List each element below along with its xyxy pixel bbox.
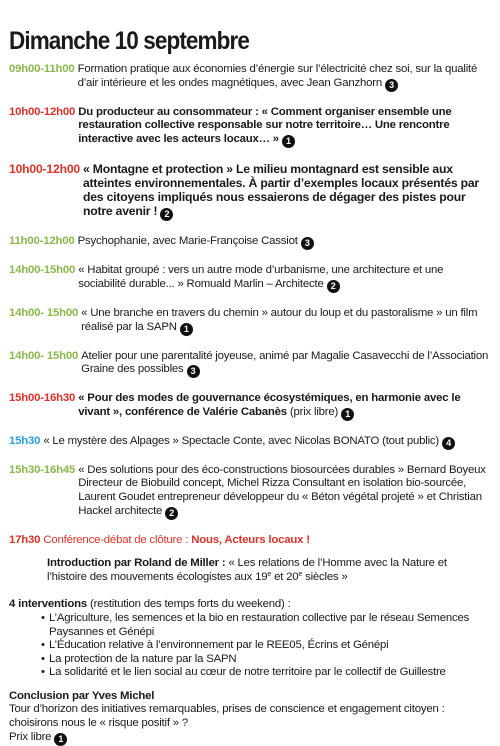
event-text: Psychophanie, avec Marie-Françoise Cassiot [77,235,298,248]
event-text: Du producteur au consommateur : « Comment organiser ensemble une restauration collective responsable sur notre territoire… Une rencontre interactive avec les acteurs locaux… » [78,105,452,145]
event-description [78,63,489,92]
price-line [9,731,489,746]
location-badge-icon: 2 [160,208,173,221]
introduction-lead: Introduction par Roland de Miller : [47,557,226,570]
event-time: 10h00-12h00 [9,161,80,176]
event-6 [9,307,489,336]
closing-label: Conférence-débat de clôture : [43,533,192,546]
event-text: « Montagne et protection » Le milieu montagnard est sensible aux atteintes environnementales. À partir d’exemples locaux présentés par des citoyens impliqués nous essaierons de dégager des pistes pour notre avenir ! [82,161,479,219]
event-description [78,235,489,250]
event-text: « Le mystère des Alpages » Spectacle Conte, avec Nicolas BONATO (tout public) [43,434,440,447]
page-title: Dimanche 10 septembre [9,27,249,55]
event-time: 15h00-16h30 [9,392,76,405]
event-time: 11h00-12h00 [9,235,75,248]
event-description [78,106,489,148]
location-badge-icon: 3 [385,79,398,92]
introduction-text: siècles » [302,570,348,583]
event-text-bold: « Pour des modes de gouvernance écosystémiques, en harmonie avec le vivant », conférence de Valérie Cabanès [78,392,461,418]
event-time: 09h00-11h00 [9,63,75,75]
event-description [83,162,489,222]
event-9 [9,435,489,450]
list-item: • La solidarité et le lien social au cœur de notre territoire par le collectif de Guillestre [49,666,489,680]
location-badge-icon: 1 [180,323,193,336]
conclusion-lead: Conclusion par Yves Michel [9,689,155,702]
event-1 [9,63,489,92]
interventions-list [9,612,489,680]
list-item: • L’Éducation relative à l’environnement par le REE05, Écrins et Génépi [49,639,489,653]
location-badge-icon: 2 [165,507,178,520]
event-2 [9,106,489,148]
event-time: 10h00-12h00 [9,105,76,118]
event-text: Atelier pour une parentalité joyeuse, animé par Magalie Casavecchi de l’Association Graine des possibles [81,349,489,376]
closing-title: Nous, Acteurs locaux ! [191,533,310,546]
location-badge-icon: 1 [54,733,67,746]
location-badge-icon: 4 [442,437,455,450]
conclusion-text: Tour d’horizon des initiatives remarquables, prises de conscience et engagement citoyen : choisirons nous le « risque positif » ? [9,703,445,730]
event-7 [9,350,489,379]
introduction-text: et 20 [271,570,299,583]
location-badge-icon: 1 [282,135,295,148]
program-page [9,26,489,746]
interventions-subtitle: (restitution des temps forts du weekend) : [87,598,291,611]
list-item: • La protection de la nature par la SAPN [49,653,489,667]
price-label: Prix libre [9,730,52,743]
event-description [81,307,489,336]
interventions-lead: 4 interventions [9,598,88,611]
event-description [78,264,489,293]
list-item: • L’Agriculture, les semences et la bio en restauration collective par le réseau Semences Paysannes et Génépi [49,612,489,639]
event-text: Formation pratique aux économies d’énergie sur l’électricité chez soi, sur la qualité d’air intérieure et les ondes magnétiques, avec Jean Ganzhorn [77,63,478,89]
location-badge-icon: 3 [187,365,200,378]
interventions [9,598,489,680]
event-description [43,534,489,548]
superscript: e [267,570,272,578]
event-description [81,350,489,379]
event-description [43,435,489,450]
event-time: 14h00- 15h00 [9,349,79,362]
event-description [78,464,489,520]
interventions-heading [9,598,489,612]
event-8 [9,392,489,421]
event-time: 14h00- 15h00 [9,306,79,319]
event-time: 15h30-16h45 [9,463,76,476]
event-text: « Habitat groupé : vers un autre mode d’urbanisme, une architecture et une sociabilité durable... » Romuald Marlin – Architecte [78,264,444,290]
event-text: « Des solutions pour des éco-constructions biosourcées durables » Bernard Boyeux Directeur de Biobuild concept, Michel Rizza Consultant en isolation bio-sourcée, Laurent Goudet entrepreneur développeur du « Béton végétal projeté » et Christian Hackel architecte [78,463,486,517]
event-5 [9,264,489,293]
event-text-plain: (prix libre) [286,405,339,418]
location-badge-icon: 3 [301,237,314,250]
event-description [78,392,489,421]
introduction [47,557,489,584]
event-time: 14h00-15h00 [9,264,76,277]
introduction-text: « Les relations de l’Homme avec la Nature et l’histoire des mouvements écologistes aux 19 [47,557,447,583]
closing-event [9,534,489,548]
event-time: 17h30 [9,533,41,546]
location-badge-icon: 2 [327,280,340,293]
event-text: « Une branche en travers du chemin » autour du loup et du pastoralisme » un film réalisé par la SAPN [81,306,478,333]
superscript: e [298,570,303,578]
event-10 [9,464,489,520]
location-badge-icon: 1 [341,408,354,421]
event-time: 15h30 [9,434,41,447]
event-3 [9,162,489,222]
conclusion [9,690,489,746]
event-4 [9,235,489,250]
